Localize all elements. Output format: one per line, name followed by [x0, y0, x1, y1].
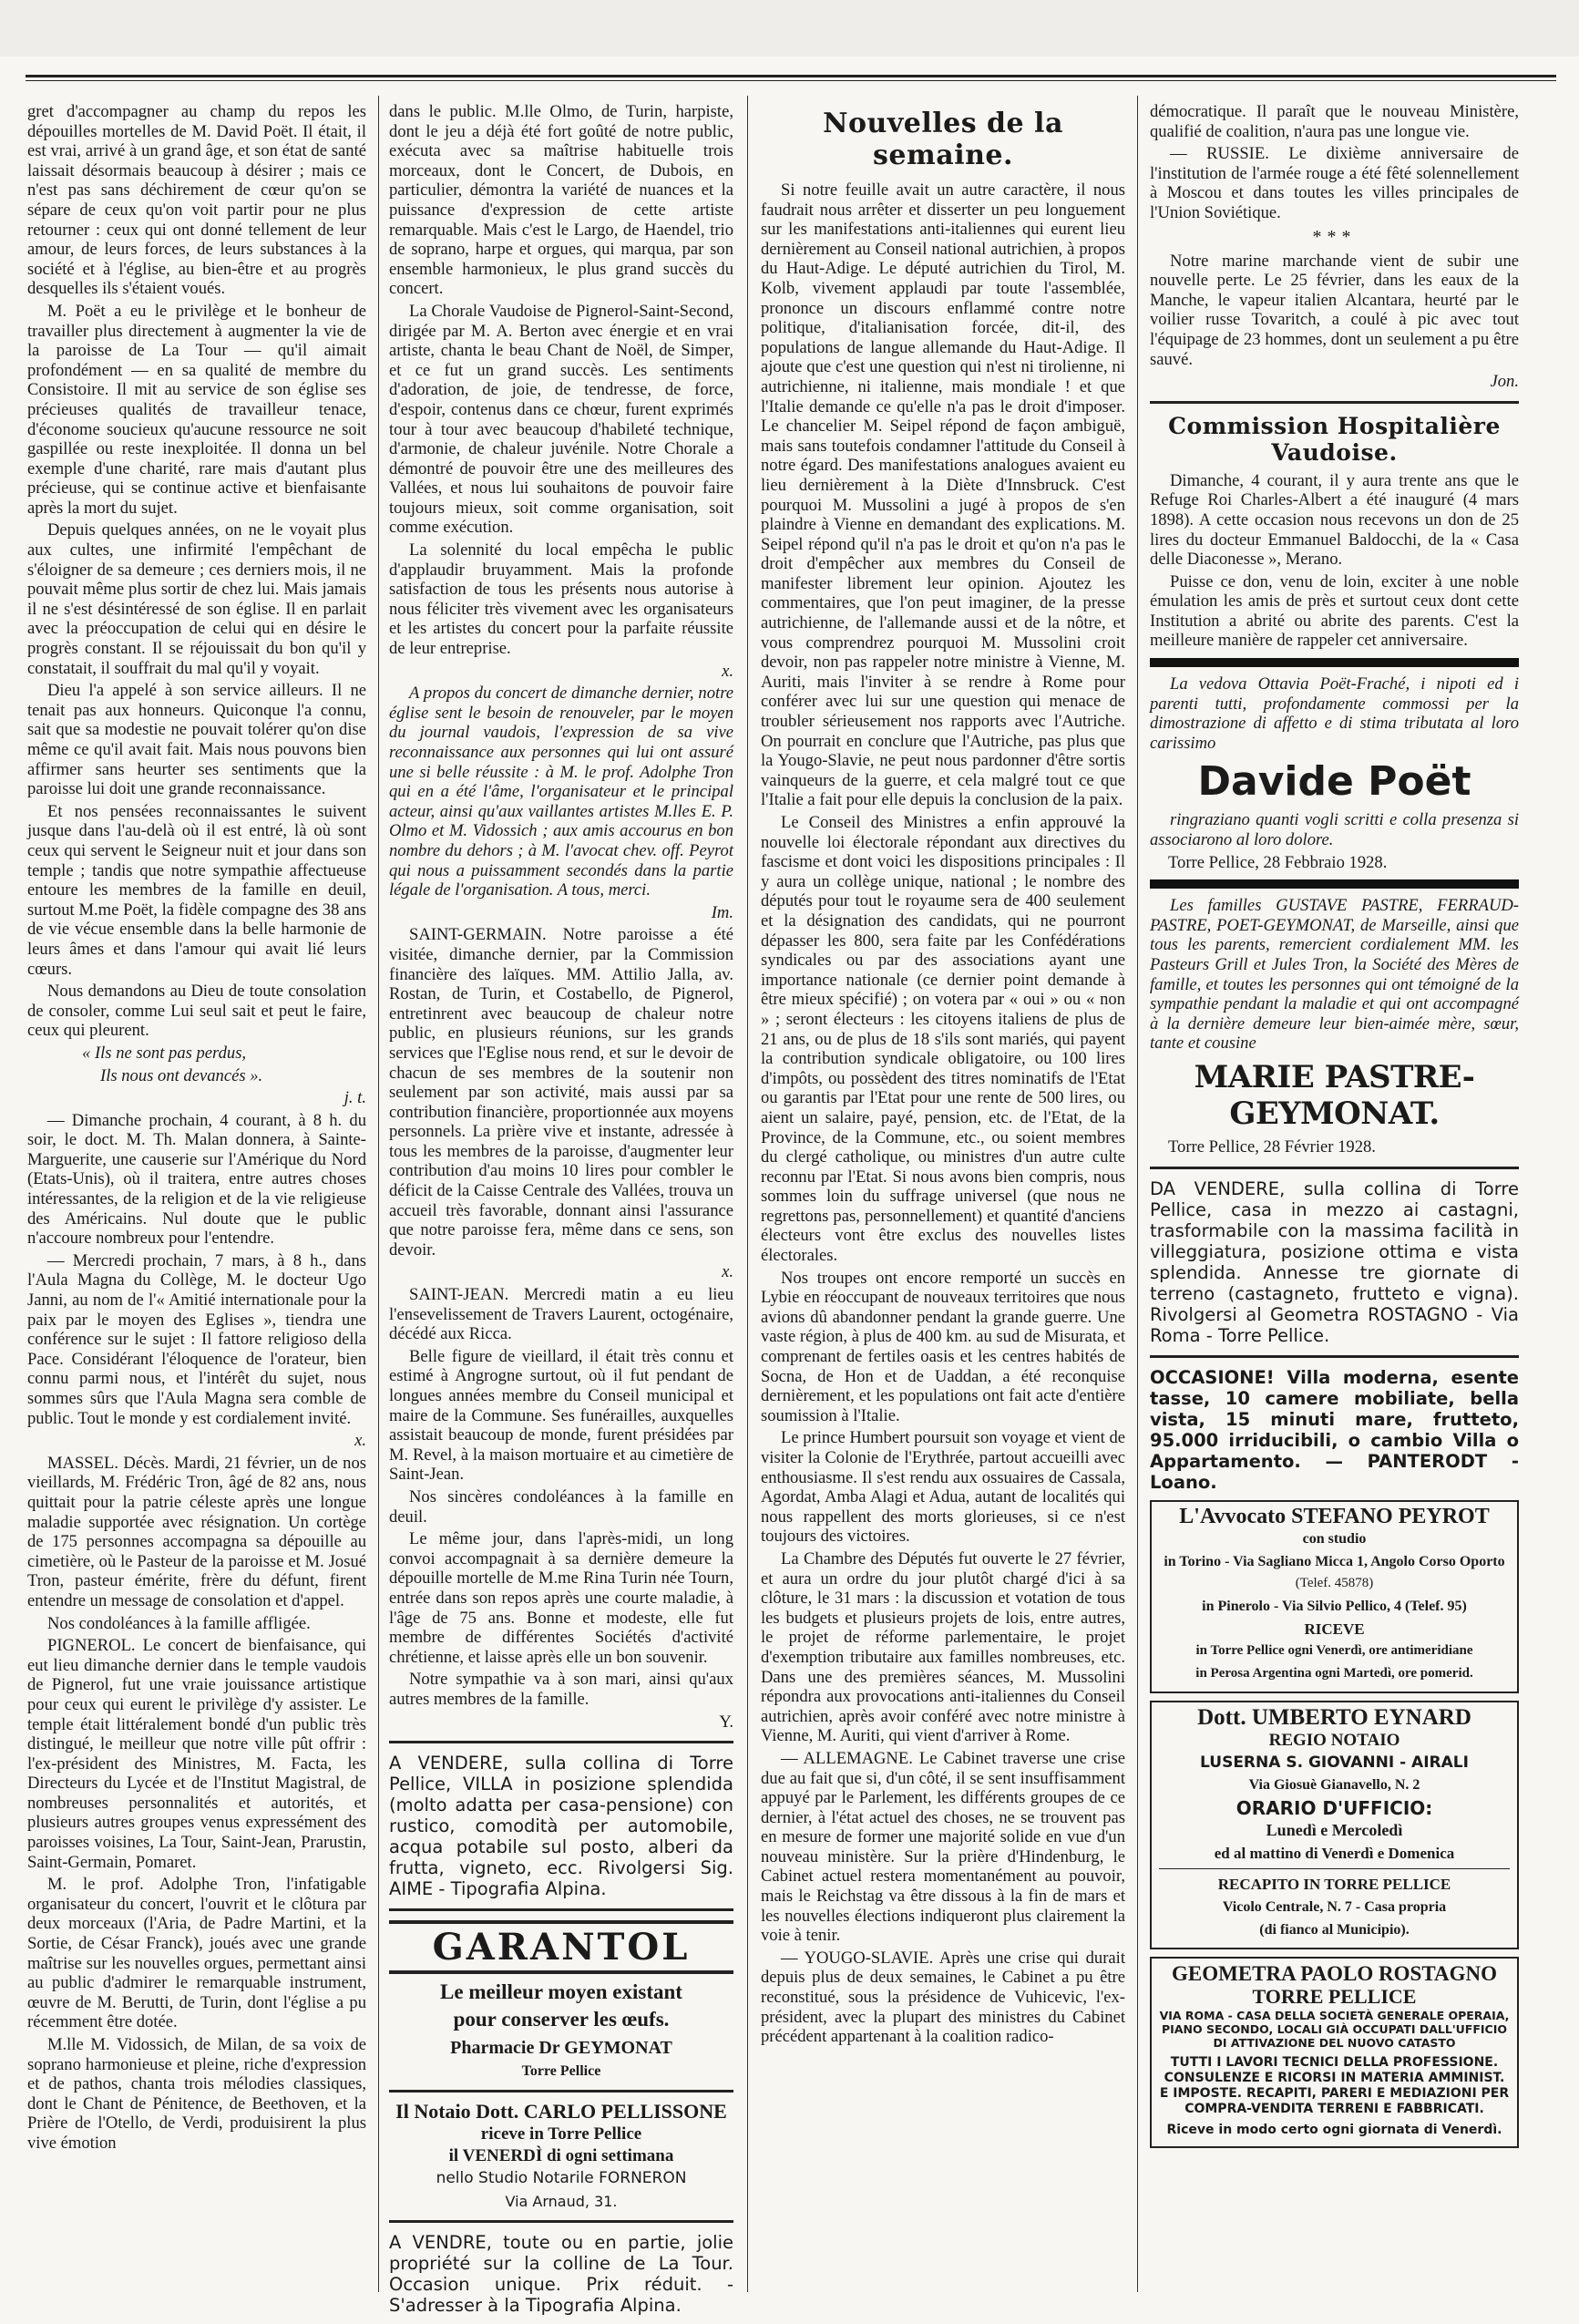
- ad-propriete-vendre: [389, 2232, 733, 2316]
- quote-line: Ils nous ont devancés ».: [100, 1065, 263, 1085]
- article-paragraph: Et nos pensées reconnaissantes le suivent jusque dans l'au-delà où il est entré, là où sont ceux qui servent le Seigneur nuit et jour dans son temple ; tandis que notre sympathie affectueuse entoure les membres de la famille en deuil, surtout M.me Poët, la fidèle compagne des 38 ans de vie vécue ensemble dans la belle harmonie de leurs âmes et dans l'amour qui avait lié leurs cœurs.: [27, 801, 366, 979]
- mourning-band: [1150, 658, 1519, 667]
- article-paragraph: — RUSSIE. Le dixième anniversaire de l'institution de l'armée rouge a été fêté solennellement à Moscou et dans toutes les villes principales de l'Union Soviétique.: [1150, 144, 1519, 222]
- ad-title: GEOMETRA PAOLO ROSTAGNO: [1172, 1962, 1497, 1986]
- article-paragraph: SAINT-GERMAIN. Notre paroisse a été visitée, dimanche dernier, par la Commission financière des laïques. MM. Attilio Jalla, av. Rostan, de Turin, et Costabello, de Pignerol, entretinrent avec beaucoup de chaleur notre public, en plusieurs réunions, sur les grands services que l'Eglise nous rend, et sur le devoir de chacun de ses membres de la soutenir non seulement par son activité, mais aussi par sa contribution financière, proportionnée aux moyens personnels. La prière vive et instante, adressée à tous les membres de la paroisse, d'augmenter leur contribution d'au moins 10 lires pour combler le déficit de la Caisse Centrale des Vallées, trouva un accueil très favorable, donnant ainsi l'assurance que notre paroisse fera, même dans ce sens, son devoir.: [389, 925, 733, 1260]
- ad-line: in Perosa Argentina ogni Martedì, ore pomerid.: [1195, 1665, 1473, 1681]
- article-paragraph: Le prince Humbert poursuit son voyage et vient de visiter la Colonie de l'Erythrée, partout accueilli avec enthousiasme. Il s'est rendu aux ossuaires de Cassala, Agordat, Amba Alagi et Adua, autant de localités qui nous rappellent des morts glorieuses, si ce n'est toujours des victoires.: [761, 1428, 1125, 1547]
- article-paragraph: La Chorale Vaudoise de Pignerol-Saint-Second, dirigée par M. A. Berton avec énergie et en vrai artiste, chanta le beau Chant de Noël, de Simper, et ce fut un grand succès. Les sentiments d'adoration, de joie, de tendresse, de force, d'espoir, contenus dans ce chœur, furent exprimés tour à tour avec beaucoup d'habileté technique, d'armonie, de chaleur juvénile. Notre Chorale a démontré de pouvoir être une des meilleures des Vallées, et nous lui souhaitons de pouvoir faire toujours mieux, soit comme organisation, soit comme exécution.: [389, 301, 733, 538]
- article-paragraph: Si notre feuille avait un autre caractère, il nous faudrait nous arrêter et disserter un peu longuement sur les manifestations anti-italiennes qui eurent lieu dernièrement au Conseil national autrichien, à propos du Haut-Adige. Le député autrichien du Tirol, M. Kolb, vivement applaudi par toute l'assemblée, prononce un discours enflammé contre notre politique, d'italianisation forcée, dit-il, des populations de langue allemande du Haut-Adige. Il ajoute que c'est une question qui n'est ni tirolienne, ni autrichienne, ni italienne, mais mondiale ! et que l'Italie demande ce qu'elle n'a pas le droit d'imposer. Le chancelier M. Seipel répond de façon ambiguë, mais sans toutefois condamner l'attitude du Conseil à notre égard. Des manifestations analogues avaient eu lieu dernièrement à la Diète d'Innsbruck. C'est pourquoi M. Mussolini a jugé à propos de s'en plaindre à Vienne en demandant des explications. M. Seipel répond qu'il n'a pas le droit et qu'on n'a pas le droit d'empêcher aux membres du Conseil de manifester librement leur opinion. Ajoutez les commentaires, que l'on peut imaginer, de la presse autrichienne, de l'allemande aussi et de la nôtre, et vous comprendrez pourquoi M. Mussolini croit devoir, non pas rappeler notre ministre à Vienne, M. Auriti, mais l'inviter à se rendre à Rome pour conférer avec lui sur une question qui menace de troubler sérieusement nos rapports avec l'Autriche. On pourrait en conclure que l'Autriche, pas plus que la Yougo-Slavie, ne peut nous pardonner d'être sortis vainqueurs de la guerre, et cela malgré tout ce que l'Italie a fait pour elle depuis la conclusion de la paix.: [761, 180, 1125, 810]
- ad-line: in Pinerolo - Via Silvio Pellico, 4 (Telef. 95): [1202, 1598, 1467, 1614]
- ad-villa-vendere: [389, 1753, 733, 1899]
- article-paragraph: A propos du concert de dimanche dernier, notre église sent le besoin de renouveler, par le moyen du journal vaudois, l'expression de sa vive reconnaissance aux personnes qui lui ont assuré une si belle réussite : à M. le prof. Adolphe Tron qui en a été l'âme, l'organisateur et le principal acteur, ainsi qu'aux vaillantes artistes M.lles E. P. Olmo et M. Vidossich ; aux amis accourus en bon nombre du dehors ; à M. l'avocat chev. off. Peyrot qui nous a puissamment secondés dans la partie légale de l'organisation. A tous, merci.: [389, 684, 733, 900]
- obituary-text: ringraziano quanti vogli scritti e colla presenza si associarono al loro dolore.: [1150, 810, 1519, 850]
- ad-casa-vendere: DA VENDERE, sulla collina di Torre Pellice, casa in mezzo ai castagni, trasformabile con la massima facilità in villeggiatura, posizione ottima e vista splendida. Annesse tre giornate di terreno (castagneto, frutteto e vigna). Rivolgersi al Geometra ROSTAGNO - Via Roma - Torre Pellice.: [1150, 1177, 1519, 1346]
- ad-line: Torre Pellice: [521, 2062, 601, 2079]
- obituary-date: Torre Pellice, 28 Février 1928.: [1168, 1136, 1376, 1157]
- ad-title: GARANTOL: [389, 1920, 733, 1974]
- header-rule: [26, 75, 1556, 77]
- article-paragraph: Belle figure de vieillard, il était très connu et estimé à Angrogne surtout, où il fut pendant de longues années membre du Conseil municipal et maire de la Commune. Ses funérailles, auxquelles assistait beaucoup de monde, furent présidées par M. Revel, à la maison mortuaire et au cimetière de Saint-Jean.: [389, 1346, 733, 1485]
- article-paragraph: Nos troupes ont encore remporté un succès en Lybie en réoccupant de nouveaux territoires que nous avions dû abandonner pendant la grande guerre. Une vaste région, à plus de 400 km. au sud de Misurata, et comprenant de fertiles oasis et les centres habités de Socna, de Hon et de Uaddan, a été reconquise dernièrement, et les populations ont fait acte d'entière soumission à l'Italie.: [761, 1268, 1125, 1425]
- ad-rule: [1150, 1355, 1519, 1358]
- ad-line: TUTTI I LAVORI TECNICI DELLA PROFESSIONE. CONSULENZE E RICORSI IN MATERIA AMMINIST. E IMPOSTE. RECAPITI, PARERI E MEDIAZIONI PER COMPRA-VENDITA TERRENI E FABBRICATI.: [1159, 2055, 1510, 2117]
- obituary-text: La vedova Ottavia Poët-Fraché, i nipoti ed i parenti tutti, profondamente commossi per la dimostrazione di affetto e di stima tributata al loro carissimo: [1150, 674, 1519, 753]
- ad-line: nello Studio Notarile FORNERON: [436, 2169, 687, 2188]
- commission-title: Commission Hospitalière Vaudoise.: [1168, 412, 1501, 466]
- article-paragraph: Nous demandons au Dieu de toute consolation de consoler, comme Lui seul sait et peut le faire, ceux qui pleurent.: [27, 982, 366, 1041]
- article-paragraph: M. Poët a eu le privilège et le bonheur de travailler plus directement à augmenter la vie de la paroisse de La Tour — qu'il aimait profondément — en sa qualité de membre du Consistoire. Il mit au service de son église ses précieuses qualités de travailleur tenace, d'économe soucieux qu'aucune ressource ne soit gaspillée ou reste inexploitée. Il donna un bel exemple d'une charité, rare mais d'autant plus précieuse, qui se continue active et bienfaisante après la mort du sujet.: [27, 301, 366, 518]
- ad-line: ORARIO D'UFFICIO:: [1236, 1796, 1433, 1819]
- column-3: [761, 102, 1125, 2294]
- ad-line: (di fianco al Municipio).: [1259, 1921, 1410, 1938]
- article-paragraph: M. le prof. Adolphe Tron, l'infatigable organisateur du concert, l'ouvrit et le clôtura par deux morceaux (l'Aria, de Padre Martini, et la Sortie, de César Franck), joués avec une grande maîtrise sur les nouvelles orgues, permettant ainsi au public d'admirer le remarquable instrument, œuvre de M. Berutti, de Turin, dont l'église a pu récemment être dotée.: [27, 1875, 366, 2032]
- article-paragraph: — ALLEMAGNE. Le Cabinet traverse une crise due au fait que si, d'un côté, il se sent insuffisamment appuyé par le Parlement, les différents groupes de ce dernier, à l'état actuel des choses, ne se trouvent pas en mesure de former une majorité solide en vue d'un nouveau ministère. Sur la prière d'Hindenburg, le Cabinet actuel restera momentanément au pouvoir, mais le Reichstag va être dissous à la fin de mars et les nouvelles élections indiqueront plus clairement la voie à tenir.: [761, 1748, 1125, 1946]
- ad-garantol: [389, 1920, 733, 2081]
- page-top-margin: [0, 0, 1579, 57]
- ad-line: REGIO NOTAIO: [1268, 1730, 1400, 1750]
- article-paragraph: dans le public. M.lle Olmo, de Turin, harpiste, dont le jeu a déjà été fort goûté de notre public, exécuta avec sa maîtrise habituelle trois morceaux, dont le Concert, de Dubois, en particulier, démontra la variété de nuances et la puissance d'expression de cette artiste remarquable. Mais c'est le Largo, de Haendel, trio de soprano, harpe et orgues, qui marqua, par son ensemble harmonieux, le plus grand succès du concert.: [389, 102, 733, 299]
- ad-line: in Torre Pellice ogni Venerdì, ore antimeridiane: [1195, 1643, 1473, 1659]
- ad-line: Pharmacie Dr GEYMONAT: [450, 2038, 672, 2059]
- article-paragraph: Le même jour, dans l'après-midi, un long convoi accompagnait à sa dernière demeure la dépouille mortelle de M.me Rina Turin née Tourn, entrée dans son repos après une courte maladie, à l'âge de 75 ans. Bonne et modeste, elle fut membre de différentes Sociétés d'activité chrétienne, et laisse après elle un bon souvenir.: [389, 1529, 733, 1667]
- column-divider: [1137, 96, 1138, 2292]
- article-paragraph: Notre sympathie va à son mari, ainsi qu'aux autres membres de la famille.: [389, 1670, 733, 1709]
- article-paragraph: La solennité du local empêcha le public d'applaudir bruyamment. Mais la profonde satisfaction de tous les présents nous autorise à nous féliciter très vivement avec les organisateurs et les artistes du concert pour la parfaite réussite de leur entreprise.: [389, 540, 733, 659]
- article-signature: j. t.: [343, 1088, 366, 1108]
- ad-rule: [389, 1741, 733, 1743]
- column-divider: [378, 96, 379, 2292]
- ad-rule: [389, 2220, 733, 2223]
- obituary-text: Les familles GUSTAVE PASTRE, FERRAUD-PASTRE, POET-GEYMONAT, de Marseille, ainsi que tous les parents, remercient cordialement MM. les Pasteurs Grill et Jules Tron, la Société des Mères de famille, et toutes les personnes qui ont témoigné de la sympathie pendant la maladie et qui ont accompagné à la dernière demeure leur bien-aimée mère, sœur, tante et cousine: [1150, 896, 1519, 1054]
- section-rule: [1150, 401, 1519, 404]
- article-paragraph: gret d'accompagner au champ du repos les dépouilles mortelles de M. David Poët. Il était, il est vrai, arrivé à un grand âge, et son état de santé laissait désormais beaucoup à désirer ; mais ce n'est pas sans déchirement de cœur qu'on se sépare de ceux qu'on voit partir pour ne plus retourner : ceux qui ont donné tellement de leur amour, de leurs forces, de leurs substances à la société et à l'église, au bien-être et au progrès desquelles ils s'étaient voués.: [27, 102, 366, 299]
- ad-line: il VENERDÌ di ogni settimana: [448, 2146, 674, 2166]
- ad-line: Lunedì e Mercoledì: [1266, 1821, 1403, 1840]
- ad-avvocato-peyrot: [1150, 1500, 1519, 1694]
- section-ornament: ***: [1312, 226, 1357, 247]
- ad-line: TORRE PELLICE: [1252, 1984, 1417, 2008]
- ad-line: Via Arnaud, 31.: [505, 2192, 618, 2210]
- article-signature: Y.: [719, 1712, 733, 1732]
- ad-text: A VENDERE, sulla collina di Torre Pellice, VILLA in posizione splendida (molto adatta per casa-pensione) con rustico, comodità per automobile, acqua potabile sul posto, alberi da frutta, vigneto, ecc. Rivolgersi Sig. AIME - Tipografia Alpina.: [389, 1753, 733, 1900]
- ad-line: LUSERNA S. GIOVANNI - AIRALI: [1200, 1753, 1469, 1772]
- ad-line: (Telef. 45878): [1295, 1576, 1374, 1591]
- obituary-date: Torre Pellice, 28 Febbraio 1928.: [1168, 852, 1388, 872]
- ad-line: pour conserver les œufs.: [453, 2008, 670, 2031]
- article-paragraph: Dimanche, 4 courant, il y aura trente ans que le Refuge Roi Charles-Albert a été inauguré (4 mars 1898). A cette occasion nous recevons un don de 25 lires du docteur Emmanuel Baldocchi, de la « Casa delle Diaconesse », Merano.: [1150, 470, 1519, 570]
- ad-line: Via Giosuè Gianavello, N. 2: [1248, 1777, 1420, 1794]
- article-paragraph: Notre marine marchande vient de subir une nouvelle perte. Le 25 février, dans les eaux de la Manche, le vapeur italien Alcantara, heurté par le voilier russe Tovaritch, a coulé à pic avec tout l'équipage de 23 hommes, dont un seulement a pu être sauvé.: [1150, 251, 1519, 369]
- article-paragraph: Puisse ce don, venu de loin, exciter à une noble émulation les amis de près et surtout ceux dont cette Institution a abrité ou abrite des parents. C'est la meilleure manière de rappeler cet anniversaire.: [1150, 571, 1519, 651]
- column-2: [389, 102, 733, 2317]
- article-signature: x.: [722, 661, 733, 681]
- ad-notaio-eynard: [1150, 1701, 1519, 1949]
- article-signature: Jon.: [1490, 372, 1519, 392]
- ad-title: Dott. UMBERTO EYNARD: [1197, 1705, 1471, 1731]
- obituary-name: Davide Poët: [1197, 758, 1471, 806]
- ad-line: con studio: [1302, 1531, 1367, 1548]
- ad-title: L'Avvocato STEFANO PEYROT: [1179, 1504, 1490, 1528]
- ad-line: ed al mattino di Venerdì e Domenica: [1214, 1844, 1455, 1862]
- article-paragraph: La Chambre des Députés fut ouverte le 27 février, et aura un ordre du jour plutôt chargé d'ici à sa clôture, le 31 mars : la discussion et votation de tous les budgets et plusieurs projets de lois, entre autres, le projet de réforme parlementaire, le projet d'exemption tributaire aux familles nombreuses, etc. Dans une des premières séances, M. Mussolini répondra aux provocations anti-italiennes du Conseil autrichien, après avoir conféré avec notre ministre à Vienne, M. Auriti, qui vient d'arriver à Rome.: [761, 1548, 1125, 1746]
- ad-notaio-pellissone: [389, 2102, 733, 2211]
- article-paragraph: PIGNEROL. Le concert de bienfaisance, qui eut lieu dimanche dernier dans le temple vaudois de Pignerol, fut une vraie jouissance artistique pour ceux qui eurent le privilège d'y assister. Le temple était littéralement bondé d'un public très distingué, le meilleur que notre ville pût offrir : l'ex-président des Ministres, M. Facta, les Directeurs du Lycée et de l'Institut Magistral, de nombreuses personnalités et autorités, et plusieurs autres groupes venus expressément des paroisses voisines, La Tour, Saint-Jean, Prarustin, Saint-Germain, Pomaret.: [27, 1636, 366, 1872]
- ad-rule: [389, 2090, 733, 2093]
- article-signature: Im.: [711, 902, 733, 922]
- section-title: Nouvelles de la semaine.: [823, 108, 1063, 171]
- ad-line: Riceve in modo certo ogni giornata di Venerdì.: [1166, 2123, 1502, 2138]
- ad-rule: [389, 1908, 733, 1911]
- ad-title: Il Notaio Dott. CARLO PELLISSONE: [395, 2100, 727, 2123]
- ad-text: A VENDRE, toute ou en partie, jolie propriété sur la colline de La Tour. Occasion unique. Prix réduit. - S'adresser à la Tipografia Alpina.: [389, 2232, 733, 2317]
- ad-villa-occasione: OCCASIONE! Villa moderna, esente tasse, 10 camere mobiliate, bella vista, 15 minuti mare, frutteto, 95.000 irriducibili, o cambio Villa o Appartamento. — PANTERODT - Loano.: [1150, 1366, 1519, 1493]
- column-1: [27, 102, 366, 2294]
- ad-line: RECAPITO IN TORRE PELLICE: [1217, 1876, 1451, 1894]
- ad-inner-rule: [1159, 1868, 1510, 1869]
- ad-geometra-rostagno: [1150, 1957, 1519, 2148]
- article-paragraph: Nos sincères condoléances à la famille en deuil.: [389, 1486, 733, 1527]
- article-paragraph: MASSEL. Décès. Mardi, 21 février, un de nos vieillards, M. Frédéric Tron, âgé de 82 ans, nous quittait pour la patrie céleste après une longue maladie supportée avec résignation. Un cortège de 175 personnes accompagna sa dépouille au cimetière, où le Pasteur de la paroisse et M. Josué Tron, pasteur émérite, frère du défunt, firent entendre un message de consolation et d'appel.: [27, 1453, 366, 1610]
- article-paragraph: Dieu l'a appelé à son service ailleurs. Il ne tenait pas aux honneurs. Quiconque l'a connu, sait que sa modestie ne pouvait tolérer qu'on dise même ce qu'il avait fait. Mais nous pouvons bien affirmer sans heurter ses sentiments que la paroisse lui doit une grande reconnaissance.: [27, 681, 366, 799]
- article-paragraph: Nos condoléances à la famille affligée.: [47, 1613, 311, 1633]
- ad-line: Le meilleur moyen existant: [440, 1980, 682, 2004]
- header-rule-thin: [26, 80, 1556, 81]
- ad-rule: [1150, 1167, 1519, 1169]
- ad-line: riceve in Torre Pellice: [480, 2123, 642, 2144]
- mourning-band: [1150, 879, 1519, 889]
- column-4: [1150, 102, 1519, 2294]
- article-paragraph: — YOUGO-SLAVIE. Après une crise qui durait depuis plus de deux semaines, le Cabinet a pu être reconstitué, sous la présidence de Vuhicevic, l'ex-président, avec la plupart des ministres du Cabinet précédent appartenant à la coalition radico-: [761, 1948, 1125, 2047]
- ad-line: Vicolo Centrale, N. 7 - Casa propria: [1222, 1899, 1447, 1916]
- article-paragraph: Depuis quelques années, on ne le voyait plus aux cultes, une infirmité l'empêchant de s'éloigner de sa demeure ; ces derniers mois, il ne pouvait même plus sortir de chez lui. Mais jamais il ne s'est désintéressé de son église. Il en parlait avec la préoccupation de celui qui en désire le progrès constant. Il se réjouissait du bon qu'il y constatait, il souffrait du mal qu'il y voyait.: [27, 520, 366, 678]
- article-paragraph: SAINT-JEAN. Mercredi matin a eu lieu l'ensevelissement de Travers Laurent, octogénaire, décédé aux Ricca.: [389, 1285, 733, 1344]
- obituary-name: MARIE PASTRE-GEYMONAT.: [1194, 1058, 1475, 1132]
- quote-line: « Ils ne sont pas perdus,: [82, 1043, 247, 1063]
- article-paragraph: — Mercredi prochain, 7 mars, à 8 h., dans l'Aula Magna du Collège, M. le docteur Ugo Janni, au nom de l'« Amitié internationale pour la paix par le moyen des Eglises », tiendra une conférence sur le sujet : Il fattore religioso della Pace. Considérant l'éloquence de l'orateur, bien connu parmi nous, et l'intérêt du sujet, nous sommes sûrs que l'Aula Magna sera comble de public. Tout le monde y est cordialement invité.: [27, 1250, 366, 1428]
- article-signature: x.: [354, 1431, 366, 1451]
- article-signature: x.: [722, 1262, 733, 1282]
- ad-line: RICEVE: [1304, 1620, 1365, 1638]
- column-divider: [747, 96, 748, 2292]
- ad-line: in Torino - Via Sagliano Micca 1, Angolo Corso Oporto: [1164, 1553, 1505, 1569]
- article-paragraph: — Dimanche prochain, 4 courant, à 8 h. du soir, le doct. M. Th. Malan donnera, à Sainte-Marguerite, une causerie sur l'Amérique du Nord (Etats-Unis), où il traitera, entre autres choses intéressantes, de la religion et de la vie religieuse des Américains. Nul doute que le public n'accoure nombreux pour l'entendre.: [27, 1110, 366, 1249]
- ad-line: VIA ROMA - CASA DELLA SOCIETÀ GENERALE OPERAIA, PIANO SECONDO, LOCALI GIÀ OCCUPATI DALL'UFFICIO DI ATTIVAZIONE DEL NUOVO CATASTO: [1159, 2009, 1510, 2051]
- article-paragraph: Le Conseil des Ministres a enfin approuvé la nouvelle loi électorale répondant aux directives du fascisme et dont voici les dispositions principales : Il y aura un collège unique, national ; le nombre des députés pour tout le royaume sera de 400 seulement et la désignation des candidats, qui ne pourront dépasser les 800, sera faite par les Confédérations syndicales ou par des associations ayant une importance nationale (ce dernier point demande à être mieux spécifié) ; on votera par « oui » ou « non » ; seront électeurs : les citoyens italiens de plus de 21 ans, ou de plus de 18 s'ils sont mariés, qui payent la contribution syndicale obligatoire, ou 100 lires d'impôts, ou possèdent des titres nominatifs de l'Etat ou garantis par l'Etat pour une rente de 500 lires, ou aient un salaire, payé, pension, etc. de l'Etat, de la Province, de la Commune, etc., ou soient membres du clergé catholique, ou ministres d'un autre culte reconnu par l'Etat. Si nous avons bien compris, nous sommes loin du suffrage universel (que nous ne regrettons pas, personnellement) et quantité d'anciens électeurs vont être exclus des nouvelles listes électorales.: [761, 813, 1125, 1266]
- article-paragraph: M.lle M. Vidossich, de Milan, de sa voix de soprano harmonieuse et pleine, riche d'expression et de pathos, chanta trois mélodies classiques, dont le Chant de Pénitence, de Beethoven, et la Prière de l'Otello, de Verdi, produisirent la plus vive émotion: [27, 2035, 366, 2153]
- article-paragraph: démocratique. Il paraît que le nouveau Ministère, qualifié de coalition, n'aura pas une longue vie.: [1150, 102, 1519, 141]
